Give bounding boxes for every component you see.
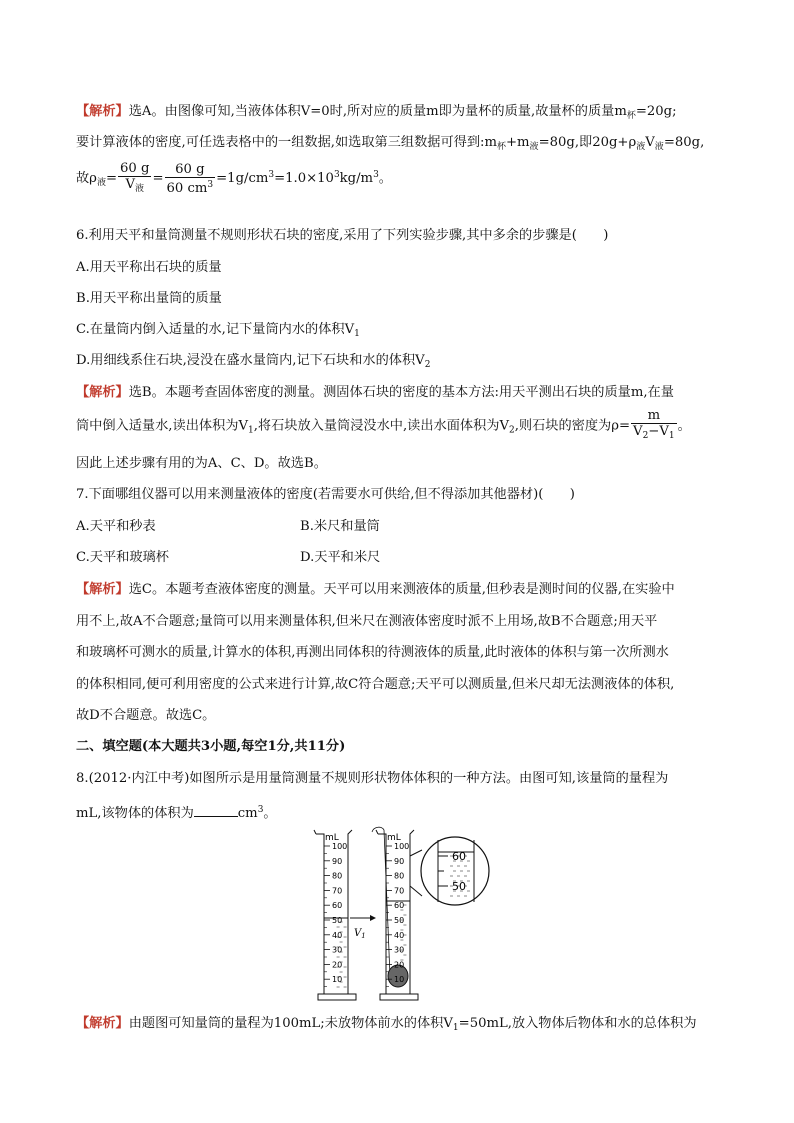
scale-label: 100: [394, 842, 410, 851]
zoom-top-label: 60: [452, 850, 466, 863]
section-heading: 二、填空题(本大题共3小题,每空1分,共11分): [76, 739, 346, 754]
q6-analysis-line1: 【解析】选B。本题考查固体密度的测量。测固体石块的密度的基本方法:用天平测出石块的质量m,在量: [76, 385, 674, 400]
right-unit-label: mL: [387, 833, 401, 843]
scale-label: 80: [394, 871, 405, 881]
q5-analysis-line1: 【解析】选A。由图像可知,当液体体积V=0时,所对应的质量m即为量杯的质量,故量杯的质量$m_杯=20g$;: [76, 104, 677, 121]
graduated-cylinder-figure: [310, 826, 490, 1006]
scale-label: 40: [332, 930, 343, 940]
q7-analysis-line3: 和玻璃杯可测水的质量,计算水的体积,再测出同体积的待测液体的质量,此时液体的体积与第一次所测水: [76, 645, 669, 660]
q6-option-d: D.用细线系住石块,浸没在盛水量筒内,记下石块和水的体积$V_2$: [76, 353, 431, 370]
left-cylinder-scale: [324, 842, 347, 987]
scale-label: 80: [332, 871, 343, 881]
scale-label: 30: [332, 945, 343, 955]
scale-label: 50: [394, 916, 405, 925]
q7-analysis-line4: 的体积相同,便可利用密度的公式来进行计算,故C符合题意;天平可以测质量,但米尺却无法测液体的体积,: [76, 677, 675, 692]
fraction-1: $\frac{60 g}{V_液}$: [120, 160, 150, 194]
q7-analysis-line5: 故D不合题意。故选C。: [76, 708, 216, 723]
scale-label: 60: [394, 901, 405, 911]
fraction-2: $\frac{60 g}{60 cm^3}$: [166, 161, 214, 196]
q5-analysis-line2: 要计算液体的密度,可任选表格中的一组数据,如选取第三组数据可得到$:m_杯+m_液=80g$,即$20g+\rho_液V_液=80g$,: [76, 135, 705, 152]
thread: [372, 827, 390, 976]
zoom-bottom-label: 50: [452, 880, 466, 893]
q7-analysis-line1: 【解析】选C。本题考查液体密度的测量。天平可以用来测液体的质量,但秒表是测时间的仪器,在实验中: [76, 582, 675, 597]
scale-label: 100: [332, 842, 348, 851]
q6-stem: 6.利用天平和量筒测量不规则形状石块的密度,采用了下列实验步骤,其中多余的步骤是( ): [76, 228, 609, 243]
scale-label: 70: [394, 886, 405, 896]
scale-label: 50: [332, 916, 343, 925]
analysis-tag: 【解析】: [76, 104, 129, 119]
q7-option-b: B.米尺和量筒: [300, 519, 380, 534]
q7-option-d: D.天平和米尺: [300, 550, 381, 565]
q8-analysis-line1: 【解析】由题图可知量筒的量程为100mL;未放物体前水的体积$V_1=50mL$,放入物体后物体和水的总体积为: [76, 1016, 697, 1033]
scale-label: 10: [332, 975, 343, 985]
scale-label: 10: [394, 975, 405, 985]
q8-stem-line1: 8.(2012·内江中考)如图所示是用量筒测量不规则形状物体体积的一种方法。由图可知,该量筒的量程为: [76, 771, 669, 786]
scale-label: 90: [394, 856, 405, 866]
scale-label: 60: [332, 901, 343, 911]
q6-analysis-line3: 因此上述步骤有用的为A、C、D。故选B。: [76, 456, 327, 471]
q6-analysis-line2: 筒中倒入适量水,读出体积为$V_1$,将石块放入量筒浸没水中,读出水面体积为$V_2$,则石块的密度为ρ= $\frac{m}{V_2-V_1}$ 。: [76, 408, 691, 446]
q6-option-a: A.用天平称出石块的质量: [76, 260, 222, 275]
q7-stem: 7.下面哪组仪器可以用来测量液体的密度(若需要水可供给,但不得添加其他器材)( ): [76, 487, 575, 502]
q6-option-c: C.在量筒内倒入适量的水,记下量筒内水的体积$V_1$: [76, 322, 360, 339]
left-unit-label: mL: [325, 833, 339, 843]
q5-analysis-line3: 故$\rho_液=$ $\frac{60 g}{V_液}$ = $\frac{60 g}{60 cm^3}$ $=1g/cm^3=1.0\times 10^3kg/m^3$。: [76, 160, 392, 196]
scale-label: 20: [394, 960, 405, 970]
q8-stem-line2: mL,该物体的体积为 $cm^3$。: [76, 805, 277, 821]
density-fraction: $\frac{m}{V_2-V_1}$: [633, 408, 675, 441]
zoom-callout: [410, 837, 489, 905]
v1-label: $V_1$: [354, 928, 366, 940]
q7-option-a: A.天平和秒表: [76, 519, 156, 534]
scale-label: 40: [394, 930, 405, 940]
q7-option-c: C.天平和玻璃杯: [76, 550, 169, 565]
scale-label: 20: [332, 960, 343, 970]
scale-label: 90: [332, 856, 343, 866]
answer-blank: [194, 804, 238, 817]
q6-option-b: B.用天平称出量筒的质量: [76, 291, 222, 306]
scale-label: 30: [394, 945, 405, 955]
scale-label: 70: [332, 886, 343, 896]
q7-analysis-line2: 用不上,故A不合题意;量筒可以用来测量体积,但米尺在测液体密度时派不上用场,故B不合题意;用天平: [76, 614, 658, 629]
